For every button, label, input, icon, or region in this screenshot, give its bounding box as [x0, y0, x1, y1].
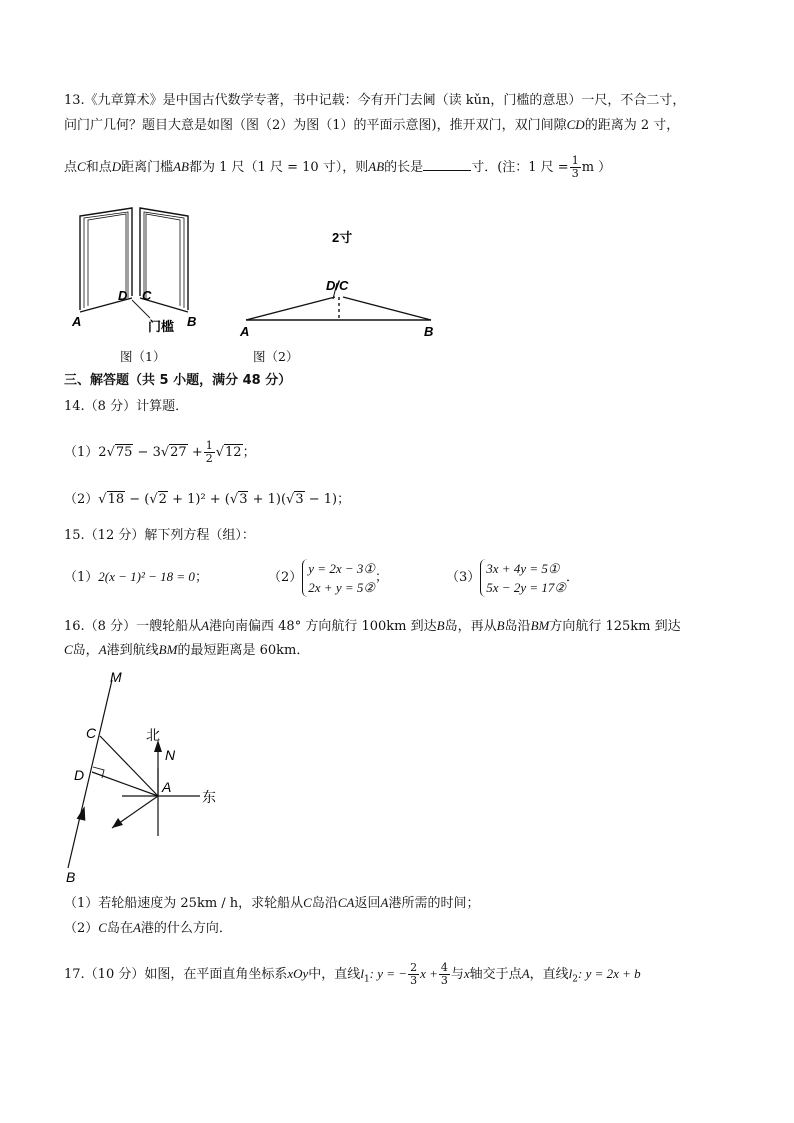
q17-l2-sub: 2	[572, 974, 579, 985]
q15-p2-label: （2）	[268, 570, 303, 585]
q14-part1: （1）2√75 − 3√27 + $\frac{1}{2}$ √12；	[64, 439, 256, 465]
q14-p1-r1: 75	[115, 445, 133, 460]
section-3-title: 三、解答题（共 5 小题，满分 48 分）	[64, 373, 292, 388]
q17-f2-den: 3	[440, 974, 448, 987]
q16-2c: 的最短距离是 60km．	[177, 643, 310, 658]
q14-title: 14.（8 分）计算题．	[64, 399, 189, 414]
figure-3-navigation	[60, 668, 230, 888]
fig3-label-m: M	[110, 669, 122, 685]
q14-p2-label: （2）	[64, 492, 99, 507]
q13-frac-num: 1	[571, 154, 579, 167]
q13-text-3a: 点	[64, 160, 78, 175]
q14-p2-c: + 1)(	[248, 492, 287, 507]
q16-q1-C: C	[303, 895, 312, 910]
q17-c: : y = −	[369, 966, 408, 981]
q14-p1-r3: 12	[225, 445, 242, 460]
q13-cd: CD	[566, 117, 585, 132]
q13-point-c: C	[77, 159, 86, 174]
q16-2b: 港到航线	[106, 643, 159, 658]
q17-a: 17.（10 分）如图，在平面直角坐标系	[64, 967, 288, 982]
q17-A: A	[521, 966, 530, 981]
q13-text-3d: 都为 1 尺（1 尺 = 10 寸），则	[189, 160, 369, 175]
q16-q2-C: C	[98, 920, 107, 935]
q17-b: 中，直线	[308, 967, 361, 982]
q16-q1-A: A	[380, 895, 389, 910]
q16-1-A: A	[201, 618, 210, 633]
q16-q2-A: A	[132, 920, 141, 935]
q14-p2-r3: 3	[239, 492, 248, 507]
q17-frac-2	[439, 962, 450, 987]
q13-fraction	[570, 155, 581, 180]
q13-ab: AB	[173, 159, 189, 174]
fig3-label-a: A	[162, 779, 172, 795]
fig3-label-n: N	[165, 747, 176, 763]
fig3-label-b: B	[66, 869, 76, 885]
q17-l2: l	[568, 966, 573, 981]
q14-p2-b: + 1)² + (	[167, 492, 230, 507]
q16-1-B: B	[436, 618, 445, 633]
q15-p2-system	[302, 559, 375, 597]
q16-1c: 岛，再从	[444, 619, 497, 634]
q13-line1	[64, 92, 685, 110]
q15-p3-end: ．	[566, 570, 580, 585]
fig3-label-north: 北	[146, 727, 160, 743]
q13-text-3c: 距离门槛	[121, 160, 174, 175]
q14-p2-r4: 3	[295, 492, 304, 507]
fig1-caption: 图（1）	[120, 349, 166, 364]
q17-l1: l	[360, 966, 364, 981]
q17-e: 与	[450, 967, 464, 982]
q16-q1-label: （1）若轮船速度为 25km / h，求轮船从	[64, 896, 304, 911]
q15-p2-eq1: y = 2x − 3①	[308, 561, 376, 576]
q13-text-3g: m ）	[581, 160, 612, 175]
q14-p1-b: − 3	[133, 445, 161, 460]
q17-l1-sub: 1	[363, 974, 370, 985]
q15-part1	[64, 568, 208, 587]
q16-q1-d: 港所需的时间；	[388, 896, 480, 911]
q16-1d: 岛沿	[504, 619, 531, 634]
q14-p1-a: 2	[98, 445, 107, 460]
q16-q2-b: 岛在	[106, 921, 133, 936]
fig1-label-b: B	[187, 314, 197, 329]
q13-frac-den: 3	[571, 167, 579, 180]
q15-p3-eq2: 5x − 2y = 17②	[486, 580, 567, 595]
q14-p1-r2: 27	[170, 445, 187, 460]
fig3-label-d: D	[74, 767, 85, 783]
q17-frac-1	[408, 962, 419, 987]
q15-part2	[268, 559, 388, 597]
q15-p1-label: （1）	[64, 570, 99, 585]
q17-xoy: xOy	[287, 966, 309, 981]
q14-p1-label: （1）	[64, 445, 99, 460]
fig1-label-threshold: 门槛	[148, 319, 175, 334]
fig2-label-dc: D/C	[326, 278, 349, 293]
arrow-ab-icon	[112, 818, 123, 828]
q15-p2-end: ；	[375, 570, 389, 585]
q16-2-BM: BM	[158, 642, 178, 657]
q16-1b: 港向南偏西 48° 方向航行 100km 到达	[209, 619, 437, 634]
fig2-label-gap: 2寸	[332, 230, 353, 245]
q17-f: 轴交于点	[469, 967, 522, 982]
q16-1-BM: BM	[530, 618, 550, 633]
q16-line2	[64, 641, 309, 660]
q16-q2-label: （2）	[64, 921, 99, 936]
q15-p1-end: ；	[194, 570, 208, 585]
q17-f1-num: 2	[410, 961, 418, 974]
fig1-label-a: A	[72, 314, 82, 329]
fig1-label-d: D	[118, 288, 128, 303]
fig2-caption: 图（2）	[253, 349, 299, 364]
q15-p3-system	[480, 559, 566, 597]
q14-p2-r1: 18	[107, 492, 125, 507]
q13-ab-2: AB	[368, 159, 385, 174]
q14-part2: （2）√18 − (√2 + 1)² + (√3 + 1)(√3 − 1)；	[64, 492, 351, 507]
q16-2-A: A	[98, 642, 107, 657]
q16-q1-c: 返回	[354, 896, 381, 911]
q17-f1-den: 3	[410, 974, 418, 987]
fig3-label-east: 东	[202, 789, 216, 805]
q16-2-C: C	[64, 642, 73, 657]
q16-q1-b: 岛沿	[311, 896, 338, 911]
q14-p2-d: − 1)；	[304, 492, 351, 507]
q16-q1-CA: CA	[337, 895, 355, 910]
q13-text-2a: 问门广几何？题目大意是如图（图（2）为图（1）的平面示意图)，推开双门，双门间隙	[64, 118, 567, 133]
q15-p1-expr: 2(x − 1)² − 18 = 0	[98, 569, 195, 584]
q16-2a: 岛，	[72, 643, 99, 658]
figure-2-plan	[240, 225, 440, 340]
fig3-label-c: C	[86, 725, 97, 741]
q14-p1-c: +	[187, 445, 203, 460]
q14-p1-frac-num: 1	[205, 439, 213, 452]
q16-1e: 方向航行 125km 到达	[549, 619, 681, 634]
q16-q2-c: 港的什么方向．	[140, 921, 232, 936]
q15-title: 15.（12 分）解下列方程（组）：	[64, 528, 255, 543]
q14-p2-r2: 2	[158, 492, 167, 507]
q16-sub2	[64, 919, 232, 938]
q17-h: : y = 2x + b	[578, 966, 641, 981]
q13-text-3f: 寸．(注：1 尺 =	[471, 160, 569, 175]
q14-p1-frac-den: 2	[205, 452, 213, 465]
q13-text-3e: 的长是	[384, 160, 424, 175]
q14-p2-a: − (	[125, 492, 150, 507]
q17-f2-num: 4	[440, 961, 448, 974]
q13-point-d: D	[111, 159, 122, 174]
q15-part3	[446, 559, 579, 597]
q13-line2	[64, 116, 679, 135]
q13-text-3b: 和点	[85, 160, 112, 175]
q17-x: x	[463, 966, 470, 981]
q16-1a: 16.（8 分）一艘轮船从	[64, 619, 202, 634]
q14-p1-frac	[204, 440, 215, 465]
q16-sub1	[64, 894, 479, 913]
q17-line	[64, 962, 641, 989]
q15-p2-eq2: 2x + y = 5②	[308, 580, 376, 595]
answer-blank[interactable]	[423, 158, 471, 171]
figure-1-door	[70, 200, 220, 340]
fig2-label-b: B	[424, 324, 434, 339]
q17-g: ，直线	[529, 967, 569, 982]
q13-text-1: 13.《九章算术》是中国古代数学专著，书中记载：今有开门去阃（读 kǔn，门槛的意思）一尺，不合二寸，	[64, 93, 686, 108]
fig1-label-c: C	[142, 288, 152, 303]
q16-line1	[64, 617, 681, 636]
q13-text-2b: 的距离为 2 寸，	[584, 118, 680, 133]
q16-1-B2: B	[496, 618, 505, 633]
q14-p1-end: ；	[242, 445, 256, 460]
q15-p3-eq1: 3x + 4y = 5①	[486, 561, 560, 576]
q17-d: x +	[420, 966, 438, 981]
q15-p3-label: （3）	[446, 570, 481, 585]
fig2-label-a: A	[240, 324, 250, 339]
q13-line3	[64, 155, 611, 180]
